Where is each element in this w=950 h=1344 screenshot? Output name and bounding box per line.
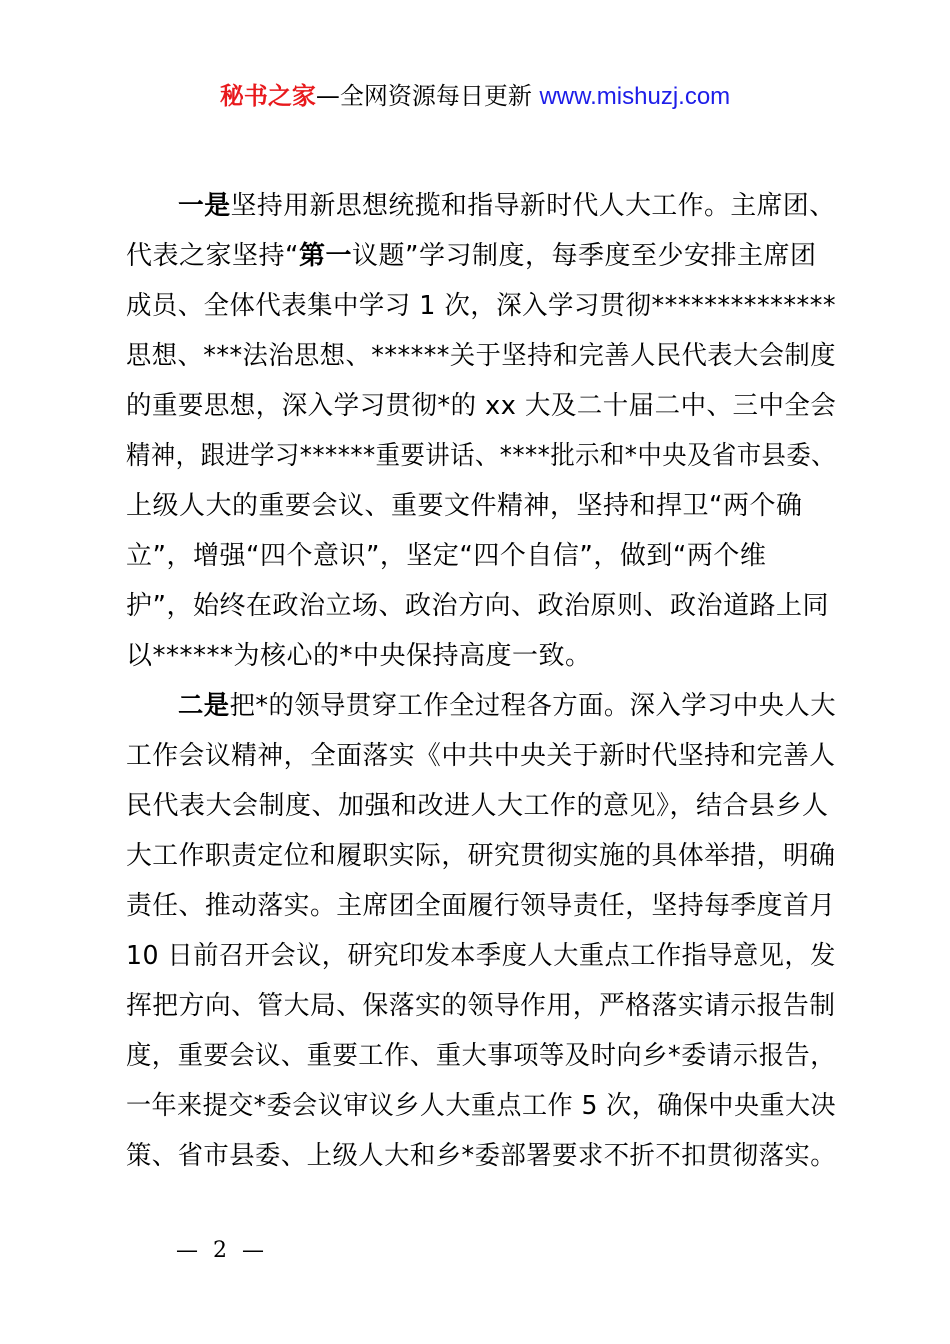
paragraph-1-line-3: 成员、全体代表集中学习 1 次，深入学习贯彻************** xyxy=(126,291,837,321)
page-number: — 2 — xyxy=(176,1238,268,1263)
header-tagline: —全网资源每日更新 xyxy=(315,82,532,110)
paragraph-1-line-5: 的重要思想，深入学习贯彻*的 xx 大及二十届二中、三中全会 xyxy=(126,391,837,421)
paragraph-1-line-8: 立”，增强“四个意识”，坚定“四个自信”，做到“两个维 xyxy=(126,541,767,571)
paragraph-1-line-4: 思想、***法治思想、******关于坚持和完善人民代表大会制度 xyxy=(126,341,837,371)
brand-name: 秘书之家 xyxy=(219,82,316,110)
paragraph-1-lead: 一是 xyxy=(178,191,231,221)
paragraph-1-line-2-text-a: 代表之家坚持“ xyxy=(126,241,299,271)
site-url-link[interactable]: www.mishuzj.com xyxy=(539,83,731,110)
paragraph-2-line-9: 一年来提交*委会议审议乡人大重点工作 5 次，确保中央重大决 xyxy=(126,1091,837,1121)
paragraph-2-line-6: 10 日前召开会议，研究印发本季度人大重点工作指导意见，发 xyxy=(126,941,836,971)
paragraph-2-line-10: 策、省市县委、上级人大和乡*委部署要求不折不扣贯彻落实。 xyxy=(126,1141,837,1171)
paragraph-2-line-5: 责任、推动落实。主席团全面履行领导责任，坚持每季度首月 xyxy=(126,891,836,921)
paragraph-1-line-2 xyxy=(126,238,816,274)
paragraph-2-line-1-text: 把*的领导贯穿工作全过程各方面。深入学习中央人大 xyxy=(229,691,837,721)
paragraph-1-line-9: 护”，始终在政治立场、政治方向、政治原则、政治道路上同 xyxy=(126,591,829,621)
paragraph-1-line-10: 以******为核心的*中央保持高度一致。 xyxy=(126,641,592,671)
paragraph-2-lead: 二是 xyxy=(178,691,230,721)
paragraph-1-line-7: 上级人大的重要会议、重要文件精神，坚持和捍卫“两个确 xyxy=(126,491,803,521)
paragraph-2-line-4: 大工作职责定位和履职实际，研究贯彻实施的具体举措，明确 xyxy=(126,841,836,871)
paragraph-2-line-7: 挥把方向、管大局、保落实的领导作用，严格落实请示报告制 xyxy=(126,991,836,1021)
site-header xyxy=(0,78,950,115)
paragraph-2-line-2: 工作会议精神，全面落实《中共中央关于新时代坚持和完善人 xyxy=(126,741,836,771)
paragraph-2-line-8: 度，重要会议、重要工作、重大事项等及时向乡*委请示报告， xyxy=(126,1041,837,1071)
paragraph-1-line-2-text-b: 议题”学习制度，每季度至少安排主席团 xyxy=(352,241,817,271)
paragraph-2-line-3: 民代表大会制度、加强和改进人大工作的意见》，结合县乡人 xyxy=(126,791,829,821)
paragraph-1-line-1 xyxy=(178,188,836,224)
paragraph-1-line-1-text: 坚持用新思想统揽和指导新时代人大工作。主席团、 xyxy=(230,191,836,221)
paragraph-1-line-6: 精神，跟进学习******重要讲话、****批示和*中央及省市县委、 xyxy=(126,441,837,471)
paragraph-2-line-1 xyxy=(178,688,836,724)
paragraph-1-line-2-bold: 第一 xyxy=(298,241,352,271)
